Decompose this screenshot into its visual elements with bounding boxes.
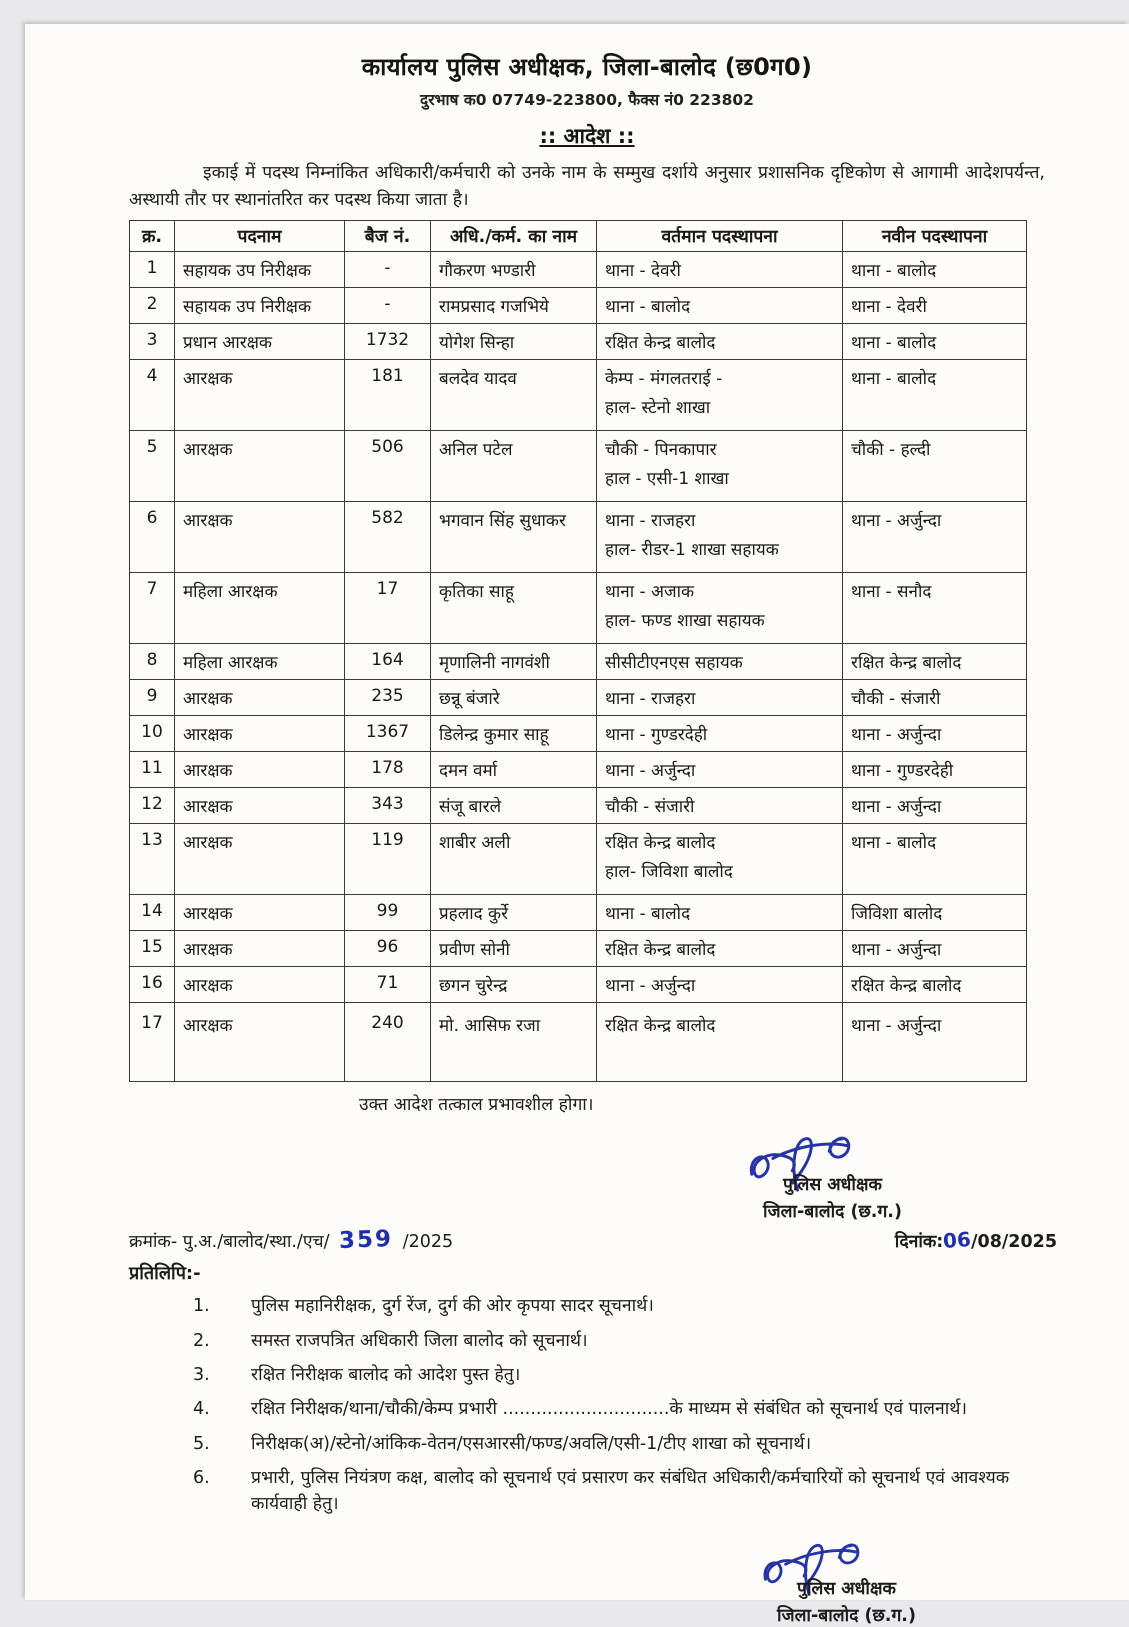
- row-sno: 2: [130, 288, 175, 324]
- table-row: [130, 788, 1027, 824]
- table-row: [130, 324, 1027, 360]
- row-badge: 1732: [345, 324, 431, 360]
- current-posting-line: रक्षित केन्द्र बालोद: [605, 1016, 716, 1037]
- table-row: [130, 752, 1027, 788]
- current-posting-line: रक्षित केन्द्र बालोद: [605, 333, 716, 354]
- copy-item-text: पुलिस महानिरीक्षक, दुर्ग रेंज, दुर्ग की ओर कृपया सादर सूचनार्थ।: [251, 1296, 654, 1317]
- row-sno: 15: [130, 931, 175, 967]
- table-row: [130, 288, 1027, 324]
- current-posting-line: थाना - अजाक: [605, 582, 695, 603]
- table-header-row: [130, 221, 1027, 252]
- copy-item-text: समस्त राजपत्रित अधिकारी जिला बालोद को सूचनार्थ।: [251, 1330, 588, 1351]
- current-posting-line: थाना - देवरी: [605, 261, 681, 282]
- current-posting-line: रक्षित केन्द्र बालोद: [605, 833, 716, 854]
- row-current-posting: [597, 824, 843, 895]
- row-sno: 17: [130, 1003, 175, 1082]
- row-post: आरक्षक: [175, 1003, 345, 1082]
- current-posting-line: थाना - गुण्डरदेही: [605, 725, 708, 746]
- row-new-posting: थाना - अर्जुन्दा: [843, 788, 1027, 824]
- row-current-posting: [597, 644, 843, 680]
- row-new-posting: थाना - देवरी: [843, 288, 1027, 324]
- row-badge: 1367: [345, 716, 431, 752]
- signature-block-bottom: [739, 1539, 954, 1627]
- copy-item-number: 5.: [193, 1433, 210, 1454]
- row-post: सहायक उप निरीक्षक: [175, 288, 345, 324]
- row-current-posting: [597, 752, 843, 788]
- row-new-posting: थाना - सनौद: [843, 573, 1027, 644]
- current-posting-line: थाना - बालोद: [605, 904, 691, 925]
- signatory-district: जिला-बालोद (छ.ग.): [763, 1202, 902, 1223]
- row-post: आरक्षक: [175, 895, 345, 931]
- row-sno: 9: [130, 680, 175, 716]
- ref-label: क्रमांक- पु.अ./बालोद/स्था./एच/: [129, 1232, 330, 1253]
- current-posting-line: केम्प - मंगलतराई -: [605, 369, 723, 390]
- row-new-posting: थाना - बालोद: [843, 252, 1027, 288]
- order-heading: :: आदेश ::: [539, 124, 635, 148]
- row-current-posting: [597, 360, 843, 431]
- copy-item-number: 2.: [193, 1330, 210, 1351]
- current-posting-line: थाना - राजहरा: [605, 689, 696, 710]
- col-header-name: अधि./कर्म. का नाम: [431, 221, 597, 252]
- row-name: संजू बारले: [431, 788, 597, 824]
- transfer-order-table: [129, 220, 1027, 1082]
- row-post: महिला आरक्षक: [175, 644, 345, 680]
- row-current-posting: [597, 680, 843, 716]
- row-current-posting: [597, 324, 843, 360]
- row-name: अनिल पटेल: [431, 431, 597, 502]
- office-title: कार्यालय पुलिस अधीक्षक, जिला-बालोद (छ0ग0): [361, 53, 813, 81]
- table-row: [130, 252, 1027, 288]
- current-posting-note: हाल- स्टेनो शाखा: [605, 398, 711, 419]
- row-badge: 506: [345, 431, 431, 502]
- table-row: [130, 895, 1027, 931]
- row-sno: 5: [130, 431, 175, 502]
- row-name: छगन चुरेन्द्र: [431, 967, 597, 1003]
- row-name: भगवान सिंह सुधाकर: [431, 502, 597, 573]
- row-name: रामप्रसाद गजभिये: [431, 288, 597, 324]
- row-post: महिला आरक्षक: [175, 573, 345, 644]
- row-current-posting: [597, 252, 843, 288]
- row-sno: 16: [130, 967, 175, 1003]
- row-current-posting: [597, 931, 843, 967]
- date-handwritten: 06: [942, 1227, 972, 1254]
- table-row: [130, 824, 1027, 895]
- row-current-posting: [597, 288, 843, 324]
- row-sno: 3: [130, 324, 175, 360]
- row-name: गौकरण भण्डारी: [431, 252, 597, 288]
- row-new-posting: थाना - अर्जुन्दा: [843, 502, 1027, 573]
- current-posting-line: चौकी - संजारी: [605, 797, 695, 818]
- row-name: प्रहलाद कुर्रे: [431, 895, 597, 931]
- signatory-district: जिला-बालोद (छ.ग.): [777, 1605, 916, 1626]
- row-post: आरक्षक: [175, 967, 345, 1003]
- col-header-post: पदनाम: [175, 221, 345, 252]
- row-badge: 240: [345, 1003, 431, 1082]
- copy-item-text: निरीक्षक(अ)/स्टेनो/आंकिक-वेतन/एसआरसी/फण्ड/अवलि/एसी-1/टीए शाखा को सूचनार्थ।: [251, 1433, 812, 1454]
- copy-to-item: [129, 1397, 1045, 1422]
- current-posting-line: थाना - बालोद: [605, 297, 691, 318]
- row-current-posting: [597, 967, 843, 1003]
- current-posting-line: थाना - अर्जुन्दा: [605, 976, 696, 997]
- table-row: [130, 680, 1027, 716]
- current-posting-note: हाल- फण्ड शाखा सहायक: [605, 611, 765, 632]
- copy-to-label: प्रतिलिपि:-: [129, 1263, 201, 1285]
- row-post: आरक्षक: [175, 931, 345, 967]
- table-row: [130, 431, 1027, 502]
- row-new-posting: थाना - अर्जुन्दा: [843, 716, 1027, 752]
- row-current-posting: [597, 573, 843, 644]
- table-row: [130, 502, 1027, 573]
- row-badge: 235: [345, 680, 431, 716]
- row-sno: 12: [130, 788, 175, 824]
- row-badge: 71: [345, 967, 431, 1003]
- row-post: आरक्षक: [175, 360, 345, 431]
- row-post: आरक्षक: [175, 824, 345, 895]
- row-sno: 8: [130, 644, 175, 680]
- row-badge: 164: [345, 644, 431, 680]
- row-sno: 6: [130, 502, 175, 573]
- copy-item-text: रक्षित निरीक्षक/थाना/चौकी/केम्प प्रभारी ..............................के माध्यम से संबंधित को सूचनार्थ एवं पालनार्थ।: [251, 1399, 968, 1420]
- row-current-posting: [597, 716, 843, 752]
- ref-number-handwritten: 359: [338, 1226, 394, 1255]
- row-name: कृतिका साहू: [431, 573, 597, 644]
- current-posting-line: चौकी - पिनकापार: [605, 440, 717, 461]
- row-name: बलदेव यादव: [431, 360, 597, 431]
- col-header-sno: क्र.: [130, 221, 175, 252]
- row-badge: -: [345, 252, 431, 288]
- table-row: [130, 360, 1027, 431]
- effect-line: उक्त आदेश तत्काल प्रभावशील होगा।: [359, 1095, 594, 1116]
- row-sno: 10: [130, 716, 175, 752]
- row-name: छन्नू बंजारे: [431, 680, 597, 716]
- row-badge: 99: [345, 895, 431, 931]
- row-current-posting: [597, 502, 843, 573]
- signatory-title: पुलिस अधीक्षक: [783, 1175, 882, 1196]
- row-name: दमन वर्मा: [431, 752, 597, 788]
- row-sno: 4: [130, 360, 175, 431]
- signature-block-top: [725, 1132, 940, 1223]
- row-name: योगेश सिन्हा: [431, 324, 597, 360]
- row-current-posting: [597, 895, 843, 931]
- table-row: [130, 1003, 1027, 1082]
- col-header-new: नवीन पदस्थापना: [843, 221, 1027, 252]
- row-post: आरक्षक: [175, 502, 345, 573]
- row-name: शाबीर अली: [431, 824, 597, 895]
- current-posting-note: हाल- रीडर-1 शाखा सहायक: [605, 540, 779, 561]
- copy-item-text: प्रभारी, पुलिस नियंत्रण कक्ष, बालोद को सूचनार्थ एवं प्रसारण कर संबंधित अधिकारी/कर्मचारियों को सूचनार्थ एवं आवश्यक कार्यवाही हेतु।: [251, 1468, 1010, 1514]
- row-sno: 7: [130, 573, 175, 644]
- current-posting-note: हाल- जिविशा बालोद: [605, 862, 733, 883]
- row-current-posting: [597, 788, 843, 824]
- copy-item-text: रक्षित निरीक्षक बालोद को आदेश पुस्त हेतु।: [251, 1365, 521, 1385]
- row-new-posting: चौकी - संजारी: [843, 680, 1027, 716]
- intro-paragraph: इकाई में पदस्थ निम्नांकित अधिकारी/कर्मचारी को उनके नाम के सम्मुख दर्शाये अनुसार प्रशासनिक दृष्टिकोण से आगामी आदेशपर्यन्त, अस्थायी तौर पर स्थानांतरित कर पदस्थ किया जाता है।: [129, 163, 1045, 211]
- row-new-posting: थाना - गुण्डरदेही: [843, 752, 1027, 788]
- copy-to-list: [129, 1294, 1045, 1517]
- ref-date-row: [129, 1226, 1057, 1255]
- row-new-posting: थाना - अर्जुन्दा: [843, 1003, 1027, 1082]
- current-posting-line: थाना - अर्जुन्दा: [605, 761, 696, 782]
- row-current-posting: [597, 431, 843, 502]
- row-badge: 96: [345, 931, 431, 967]
- row-new-posting: चौकी - हल्दी: [843, 431, 1027, 502]
- row-sno: 14: [130, 895, 175, 931]
- copy-to-item: [129, 1363, 1045, 1388]
- row-name: मृणालिनी नागवंशी: [431, 644, 597, 680]
- row-post: आरक्षक: [175, 716, 345, 752]
- copy-item-number: 6.: [193, 1468, 210, 1489]
- row-badge: 119: [345, 824, 431, 895]
- row-sno: 11: [130, 752, 175, 788]
- ref-year: /2025: [402, 1232, 454, 1253]
- row-current-posting: [597, 1003, 843, 1082]
- row-post: आरक्षक: [175, 680, 345, 716]
- copy-item-number: 4.: [193, 1399, 210, 1420]
- col-header-badge: बैज नं.: [345, 221, 431, 252]
- row-badge: 17: [345, 573, 431, 644]
- copy-to-item: [129, 1432, 1045, 1457]
- row-badge: 178: [345, 752, 431, 788]
- row-badge: 343: [345, 788, 431, 824]
- row-post: आरक्षक: [175, 431, 345, 502]
- row-new-posting: थाना - अर्जुन्दा: [843, 931, 1027, 967]
- row-name: डिलेन्द्र कुमार साहू: [431, 716, 597, 752]
- row-badge: 181: [345, 360, 431, 431]
- row-name: प्रवीण सोनी: [431, 931, 597, 967]
- row-new-posting: थाना - बालोद: [843, 324, 1027, 360]
- document-page: [25, 24, 1129, 1626]
- row-badge: 582: [345, 502, 431, 573]
- row-post: प्रधान आरक्षक: [175, 324, 345, 360]
- table-row: [130, 644, 1027, 680]
- reference-number-line: [129, 1227, 453, 1253]
- copy-to-item: [129, 1466, 1045, 1517]
- current-posting-note: हाल - एसी-1 शाखा: [605, 469, 729, 490]
- copy-item-number: 1.: [193, 1296, 210, 1317]
- row-new-posting: रक्षित केन्द्र बालोद: [843, 644, 1027, 680]
- current-posting-line: रक्षित केन्द्र बालोद: [605, 940, 716, 961]
- row-new-posting: जिविशा बालोद: [843, 895, 1027, 931]
- table-row: [130, 931, 1027, 967]
- col-header-current: वर्तमान पदस्थापना: [597, 221, 843, 252]
- row-new-posting: रक्षित केन्द्र बालोद: [843, 967, 1027, 1003]
- signatory-title: पुलिस अधीक्षक: [797, 1578, 896, 1599]
- date-rest: /08/2025: [971, 1232, 1057, 1253]
- row-badge: -: [345, 288, 431, 324]
- copy-to-item: [129, 1329, 1045, 1354]
- date-label: दिनांक:: [894, 1232, 944, 1253]
- table-row: [130, 967, 1027, 1003]
- current-posting-line: सीसीटीएनएस सहायक: [605, 653, 743, 674]
- table-row: [130, 716, 1027, 752]
- row-post: सहायक उप निरीक्षक: [175, 252, 345, 288]
- row-new-posting: थाना - बालोद: [843, 824, 1027, 895]
- row-sno: 13: [130, 824, 175, 895]
- current-posting-line: थाना - राजहरा: [605, 511, 696, 532]
- row-sno: 1: [130, 252, 175, 288]
- copy-to-item: [129, 1294, 1045, 1319]
- copy-item-number: 3.: [193, 1365, 210, 1385]
- row-post: आरक्षक: [175, 752, 345, 788]
- row-new-posting: थाना - बालोद: [843, 360, 1027, 431]
- date-line: [895, 1228, 1057, 1253]
- row-name: मो. आसिफ रजा: [431, 1003, 597, 1082]
- contact-line: दुरभाष क0 07749-223800, फैक्स नं0 223802: [420, 91, 754, 109]
- table-row: [130, 573, 1027, 644]
- row-post: आरक्षक: [175, 788, 345, 824]
